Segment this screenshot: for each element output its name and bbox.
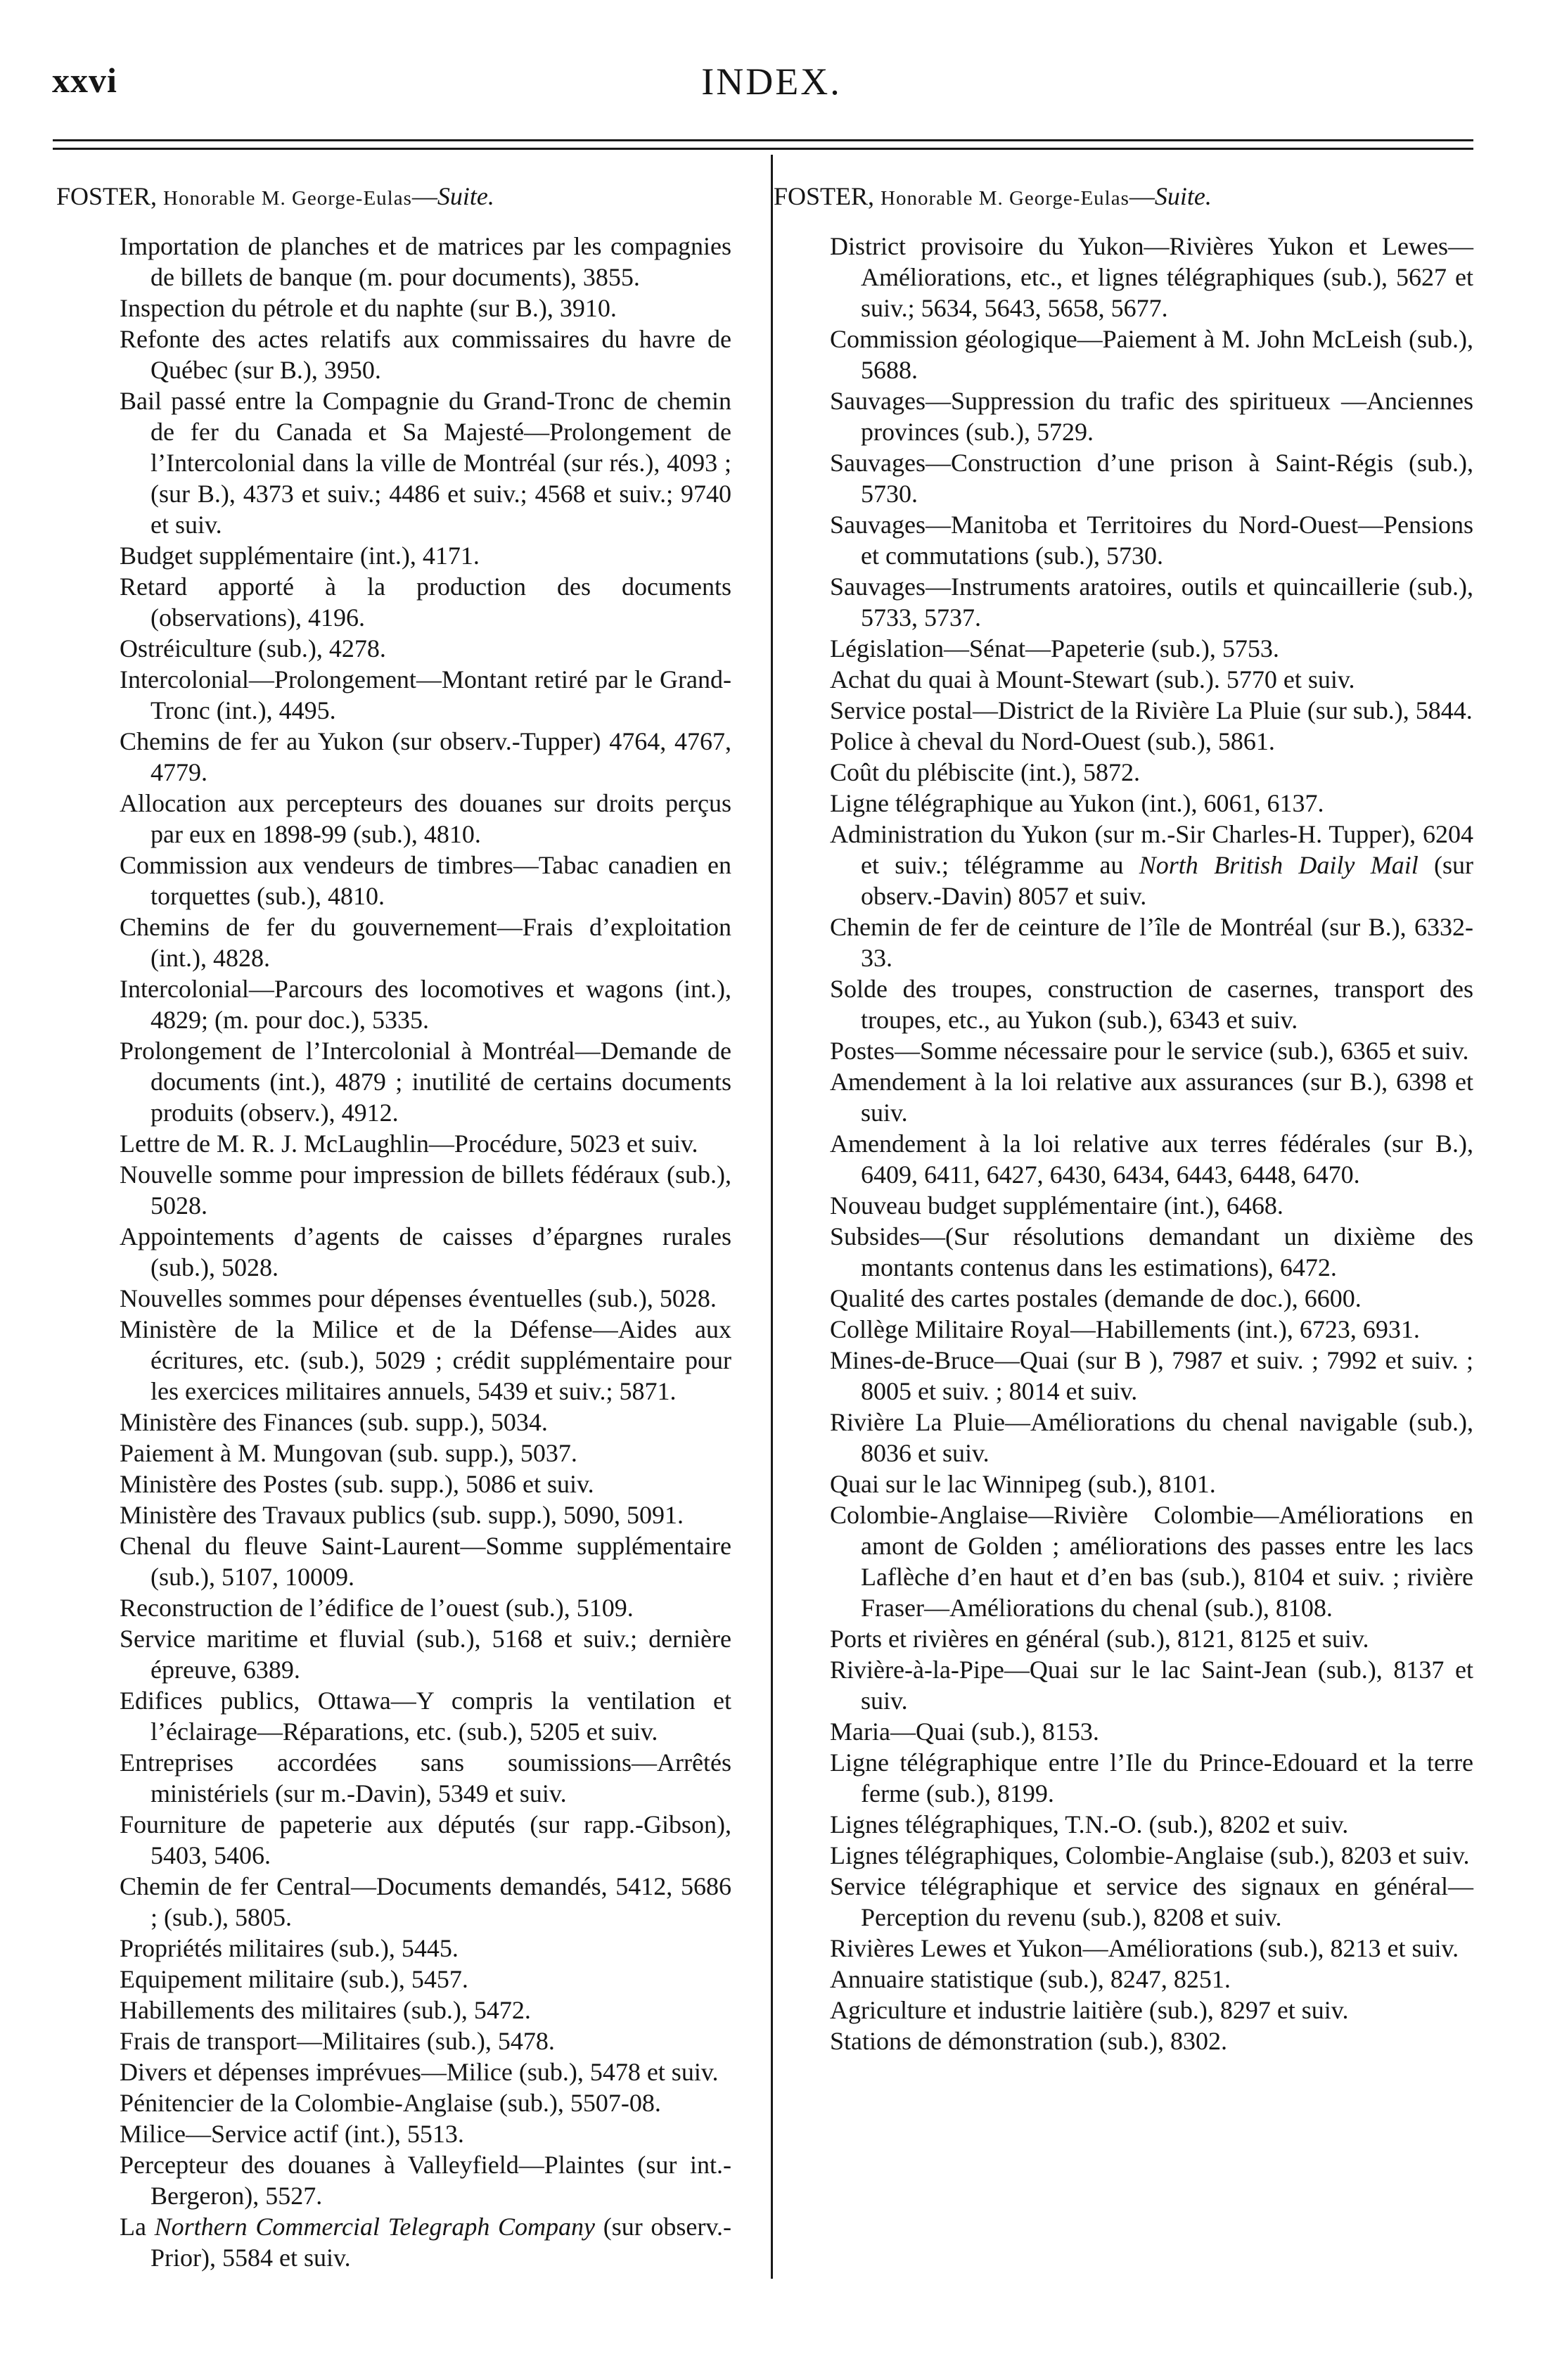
- index-entry: Entreprises accordées sans soumissions—Arrêtés ministériels (sur m.-Davin), 5349 et suiv.: [120, 1748, 731, 1808]
- index-entry: Qualité des cartes postales (demande de doc.), 6600.: [830, 1284, 1362, 1312]
- index-entry: Chemin de fer Central—Documents demandés, 5412, 5686 ; (sub.), 5805.: [120, 1872, 731, 1931]
- heading-honorific: Honorable M. George-Eulas: [881, 187, 1129, 210]
- heading-name: FOSTER,: [774, 182, 875, 210]
- index-entry: Rivière-à-la-Pipe—Quai sur le lac Saint-Jean (sub.), 8137 et suiv.: [830, 1656, 1473, 1715]
- left-entry-list: [56, 231, 731, 2211]
- index-entry: Prolongement de l’Intercolonial à Montréal—Demande de documents (int.), 4879 ; inutilité de certains documents produits (observ.), 4912.: [120, 1037, 731, 1127]
- index-entry: Ligne télégraphique au Yukon (int.), 6061, 6137.: [830, 789, 1324, 817]
- entry-tail: (sur observ.-Davin) 8057 et suiv.: [861, 851, 1473, 910]
- entry-italic-title: Northern Commercial Telegraph Company: [154, 2213, 596, 2241]
- index-entry: Frais de transport—Militaires (sub.), 5478.: [120, 2027, 555, 2055]
- page-header: [0, 60, 1543, 109]
- index-entry: Stations de démonstration (sub.), 8302.: [830, 2027, 1227, 2055]
- index-entry: Chemin de fer de ceinture de l’île de Montréal (sur B.), 6332-33.: [830, 913, 1473, 972]
- index-entry: Mines-de-Bruce—Quai (sur B ), 7987 et suiv. ; 7992 et suiv. ; 8005 et suiv. ; 8014 et suiv.: [830, 1346, 1473, 1405]
- index-entry: Maria—Quai (sub.), 8153.: [830, 1717, 1099, 1746]
- index-entry: Milice—Service actif (int.), 5513.: [120, 2120, 464, 2148]
- index-entry: Chenal du fleuve Saint-Laurent—Somme supplémentaire (sub.), 5107, 10009.: [120, 1532, 731, 1591]
- index-entry: Achat du quai à Mount-Stewart (sub.). 5770 et suiv.: [830, 665, 1355, 693]
- right-entry-list-b: [774, 911, 1473, 2056]
- index-entry: Percepteur des douanes à Valleyfield—Plaintes (sur int.-Bergeron), 5527.: [120, 2151, 731, 2210]
- index-entry: Nouveau budget supplémentaire (int.), 6468.: [830, 1191, 1283, 1220]
- index-entry: Quai sur le lac Winnipeg (sub.), 8101.: [830, 1470, 1216, 1498]
- index-entry: Service postal—District de la Rivière La Pluie (sur sub.), 5844.: [830, 696, 1473, 724]
- heading-suite: Suite.: [437, 182, 494, 210]
- index-entry: Ports et rivières en général (sub.), 8121, 8125 et suiv.: [830, 1625, 1369, 1653]
- index-entry: Lettre de M. R. J. McLaughlin—Procédure, 5023 et suiv.: [120, 1130, 698, 1158]
- index-entry: Habillements des militaires (sub.), 5472.: [120, 1996, 531, 2024]
- index-entry: Colombie-Anglaise—Rivière Colombie—Améliorations en amont de Golden ; améliorations des passes entre les lacs Laflèche d’en haut et d’en bas (sub.), 8104 et suiv. ; rivière Fraser—Améliorations du chenal (sub.), 8108.: [830, 1501, 1473, 1622]
- index-entry: Police à cheval du Nord-Ouest (sub.), 5861.: [830, 727, 1275, 755]
- header-rule-bottom: [53, 148, 1473, 150]
- index-entry: Retard apporté à la production des documents (observations), 4196.: [120, 572, 731, 632]
- index-entry: Nouvelles sommes pour dépenses éventuelles (sub.), 5028.: [120, 1284, 717, 1312]
- header-rule-top: [53, 139, 1473, 141]
- index-entry: Coût du plébiscite (int.), 5872.: [830, 758, 1140, 786]
- index-entry: Sauvages—Instruments aratoires, outils et quincaillerie (sub.), 5733, 5737.: [830, 572, 1473, 632]
- index-entry: Bail passé entre la Compagnie du Grand-Tronc de chemin de fer du Canada et Sa Majesté—Prolongement de l’Intercolonial dans la ville de Montréal (sur rés.), 4093 ; (sur B.), 4373 et suiv.; 4486 et suiv.; 4568 et suiv.; 9740 et suiv.: [120, 387, 731, 539]
- index-entry: District provisoire du Yukon—Rivières Yukon et Lewes—Améliorations, etc., et lignes télégraphiques (sub.), 5627 et suiv.; 5634, 5643, 5658, 5677.: [830, 232, 1473, 322]
- index-entry: Collège Militaire Royal—Habillements (int.), 6723, 6931.: [830, 1315, 1420, 1343]
- index-entry: Nouvelle somme pour impression de billets fédéraux (sub.), 5028.: [120, 1160, 731, 1220]
- heading-honorific: Honorable M. George-Eulas: [163, 187, 412, 210]
- index-entry: Propriétés militaires (sub.), 5445.: [120, 1934, 459, 1962]
- entry-lead: La: [120, 2213, 155, 2241]
- index-entry: Lignes télégraphiques, T.N.-O. (sub.), 8202 et suiv.: [830, 1810, 1349, 1838]
- index-entry: Ministère de la Milice et de la Défense—Aides aux écritures, etc. (sub.), 5029 ; crédit supplémentaire pour les exercices militaires annuels, 5439 et suiv.; 5871.: [120, 1315, 731, 1405]
- heading-suite: Suite.: [1154, 182, 1212, 210]
- index-entry: [830, 819, 1473, 911]
- entry-tail: (sur observ.-Prior), 5584 et suiv.: [151, 2213, 732, 2272]
- index-entry: Ligne télégraphique entre l’Ile du Prince-Edouard et la terre ferme (sub.), 8199.: [830, 1748, 1473, 1808]
- index-entry: Sauvages—Construction d’une prison à Saint-Régis (sub.), 5730.: [830, 449, 1473, 508]
- index-entry: Législation—Sénat—Papeterie (sub.), 5753.: [830, 634, 1279, 663]
- index-entry: Sauvages—Manitoba et Territoires du Nord-Ouest—Pensions et commutations (sub.), 5730.: [830, 511, 1473, 570]
- right-entry-list-a: [774, 231, 1473, 819]
- index-entry: Intercolonial—Parcours des locomotives et wagons (int.), 4829; (m. pour doc.), 5335.: [120, 975, 731, 1034]
- index-entry: Lignes télégraphiques, Colombie-Anglaise (sub.), 8203 et suiv.: [830, 1841, 1470, 1869]
- index-entry: Reconstruction de l’édifice de l’ouest (sub.), 5109.: [120, 1594, 634, 1622]
- column-divider: [771, 155, 773, 2279]
- index-entry: Postes—Somme nécessaire pour le service (sub.), 6365 et suiv.: [830, 1037, 1469, 1065]
- index-entry: Ministère des Postes (sub. supp.), 5086 et suiv.: [120, 1470, 594, 1498]
- index-entry: Fourniture de papeterie aux députés (sur rapp.-Gibson), 5403, 5406.: [120, 1810, 731, 1869]
- index-entry: Subsides—(Sur résolutions demandant un dixième des montants contenus dans les estimations), 6472.: [830, 1222, 1473, 1281]
- index-entry: Budget supplémentaire (int.), 4171.: [120, 542, 480, 570]
- index-entry: Agriculture et industrie laitière (sub.), 8297 et suiv.: [830, 1996, 1349, 2024]
- page-number: xxvi: [52, 60, 117, 100]
- heading-name: FOSTER,: [56, 182, 158, 210]
- index-entry: Refonte des actes relatifs aux commissaires du havre de Québec (sur B.), 3950.: [120, 325, 731, 384]
- index-entry: Equipement militaire (sub.), 5457.: [120, 1965, 468, 1993]
- left-column: [56, 179, 731, 2273]
- index-entry: Ostréiculture (sub.), 4278.: [120, 634, 386, 663]
- index-entry: Rivières Lewes et Yukon—Améliorations (sub.), 8213 et suiv.: [830, 1934, 1459, 1962]
- index-entry: Chemins de fer du gouvernement—Frais d’exploitation (int.), 4828.: [120, 913, 731, 972]
- index-entry: Commission aux vendeurs de timbres—Tabac canadien en torquettes (sub.), 4810.: [120, 851, 731, 910]
- index-entry: Sauvages—Suppression du trafic des spiritueux —Anciennes provinces (sub.), 5729.: [830, 387, 1473, 446]
- index-entry: Annuaire statistique (sub.), 8247, 8251.: [830, 1965, 1231, 1993]
- index-entry: Rivière La Pluie—Améliorations du chenal navigable (sub.), 8036 et suiv.: [830, 1408, 1473, 1467]
- page-title: INDEX.: [701, 60, 842, 103]
- index-entry: Service télégraphique et service des signaux en général—Perception du revenu (sub.), 8208 et suiv.: [830, 1872, 1473, 1931]
- index-entry: [120, 2211, 731, 2273]
- index-entry: Allocation aux percepteurs des douanes sur droits perçus par eux en 1898-99 (sub.), 4810.: [120, 789, 731, 848]
- index-entry: Ministère des Travaux publics (sub. supp.), 5090, 5091.: [120, 1501, 684, 1529]
- index-entry: Edifices publics, Ottawa—Y compris la ventilation et l’éclairage—Réparations, etc. (sub.), 5205 et suiv.: [120, 1687, 731, 1746]
- index-entry: Importation de planches et de matrices par les compagnies de billets de banque (m. pour documents), 3855.: [120, 232, 731, 291]
- index-entry: Intercolonial—Prolongement—Montant retiré par le Grand-Tronc (int.), 4495.: [120, 665, 731, 724]
- index-entry: Service maritime et fluvial (sub.), 5168 et suiv.; dernière épreuve, 6389.: [120, 1625, 731, 1684]
- left-column-heading: FOSTER, Honorable M. George-Eulas—Suite.: [56, 182, 494, 210]
- index-entry: Ministère des Finances (sub. supp.), 5034.: [120, 1408, 548, 1436]
- index-entry: Amendement à la loi relative aux terres fédérales (sur B.), 6409, 6411, 6427, 6430, 6434, 6443, 6448, 6470.: [830, 1130, 1473, 1189]
- index-entry: Chemins de fer au Yukon (sur observ.-Tupper) 4764, 4767, 4779.: [120, 727, 731, 786]
- index-entry: Commission géologique—Paiement à M. John McLeish (sub.), 5688.: [830, 325, 1473, 384]
- right-column-heading: FOSTER, Honorable M. George-Eulas—Suite.: [774, 182, 1212, 210]
- entry-italic-title: North British Daily Mail: [1139, 851, 1419, 879]
- index-entry: Pénitencier de la Colombie-Anglaise (sub.), 5507-08.: [120, 2089, 661, 2117]
- index-entry: Inspection du pétrole et du naphte (sur B.), 3910.: [120, 294, 617, 322]
- entry-lead: Administration du Yukon (sur m.-Sir Charles-H. Tupper), 6204 et suiv.; télégramme au: [830, 820, 1473, 879]
- right-column: [774, 179, 1473, 2056]
- index-entry: Appointements d’agents de caisses d’épargnes rurales (sub.), 5028.: [120, 1222, 731, 1281]
- index-entry: Solde des troupes, construction de casernes, transport des troupes, etc., au Yukon (sub.), 6343 et suiv.: [830, 975, 1473, 1034]
- index-entry: Amendement à la loi relative aux assurances (sur B.), 6398 et suiv.: [830, 1068, 1473, 1127]
- index-entry: Paiement à M. Mungovan (sub. supp.), 5037.: [120, 1439, 577, 1467]
- index-entry: Divers et dépenses imprévues—Milice (sub.), 5478 et suiv.: [120, 2058, 719, 2086]
